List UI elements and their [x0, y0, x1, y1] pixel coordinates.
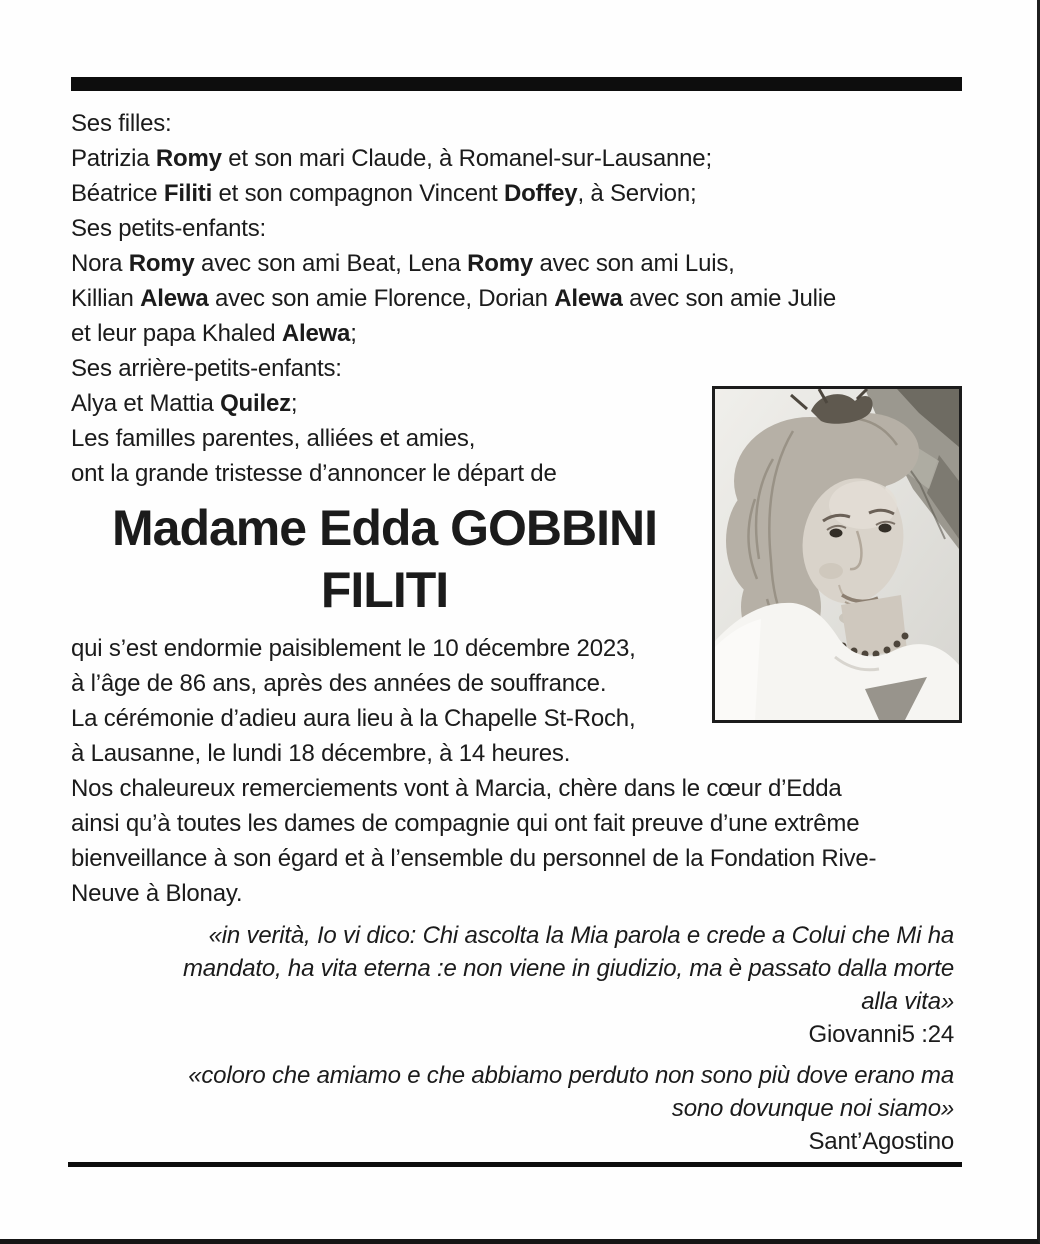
bottom-rule — [68, 1162, 962, 1167]
portrait-photo — [712, 386, 962, 723]
text-line: mandato, ha vita eterna :e non viene in giudizio, ma è passato dalla morte — [182, 955, 954, 982]
text-line: «in verità, Io vi dico: Chi ascolta la Mia parola e crede a Colui che Mi ha — [208, 922, 954, 949]
family-line: Patrizia Romy et son mari Claude, à Romanel-sur-Lausanne; — [71, 145, 712, 172]
family-line: et leur papa Khaled Alewa; — [71, 320, 357, 347]
text-line: qui s’est endormie paisiblement le 10 décembre 2023, — [71, 635, 636, 662]
family-line: Nora Romy avec son ami Beat, Lena Romy avec son ami Luis, — [71, 250, 735, 277]
text-line: sono dovunque noi siamo» — [671, 1095, 954, 1122]
text-line: à Lausanne, le lundi 18 décembre, à 14 heures. — [71, 740, 571, 767]
family-line: Béatrice Filiti et son compagnon Vincent Doffey, à Servion; — [71, 180, 697, 207]
text-line: Madame Edda GOBBINI — [112, 500, 657, 556]
portrait-photo-illustration — [715, 389, 959, 720]
text-line: à l’âge de 86 ans, après des années de souffrance. — [71, 670, 607, 697]
thanks-paragraph — [71, 771, 962, 911]
family-line: Alya et Mattia Quilez; — [71, 390, 298, 417]
top-rule — [71, 77, 962, 91]
family-line: Les familles parentes, alliées et amies, — [71, 425, 476, 452]
augustine-quote-attribution: Sant’Agostino — [808, 1128, 954, 1155]
obituary-content — [71, 106, 962, 1158]
augustine-quote — [71, 1059, 962, 1158]
text-line: «coloro che amiamo e che abbiamo perduto non sono più dove erano ma — [188, 1062, 954, 1089]
text-line: La cérémonie d’adieu aura lieu à la Chapelle St-Roch, — [71, 705, 636, 732]
text-line: alla vita» — [861, 988, 954, 1015]
bible-quote-text — [71, 919, 954, 1018]
text-line: Neuve à Blonay. — [71, 880, 243, 907]
family-line: ont la grande tristesse d’annoncer le départ de — [71, 460, 557, 487]
augustine-quote-text — [71, 1059, 954, 1125]
family-line: Ses filles: — [71, 110, 172, 137]
text-line: bienveillance à son égard et à l’ensemble du personnel de la Fondation Rive- — [71, 845, 877, 872]
bible-quote — [71, 919, 962, 1051]
family-line: Killian Alewa avec son amie Florence, Dorian Alewa avec son amie Julie — [71, 285, 837, 312]
family-block-1 — [71, 106, 962, 386]
bible-quote-attribution: Giovanni5 :24 — [808, 1021, 954, 1048]
text-line: ainsi qu’à toutes les dames de compagnie qui ont fait preuve d’une extrême — [71, 810, 860, 837]
family-line: Ses petits-enfants: — [71, 215, 266, 242]
text-line: FILITI — [320, 562, 449, 618]
family-line: Ses arrière-petits-enfants: — [71, 355, 342, 382]
text-line: Nos chaleureux remerciements vont à Marcia, chère dans le cœur d’Edda — [71, 775, 842, 802]
